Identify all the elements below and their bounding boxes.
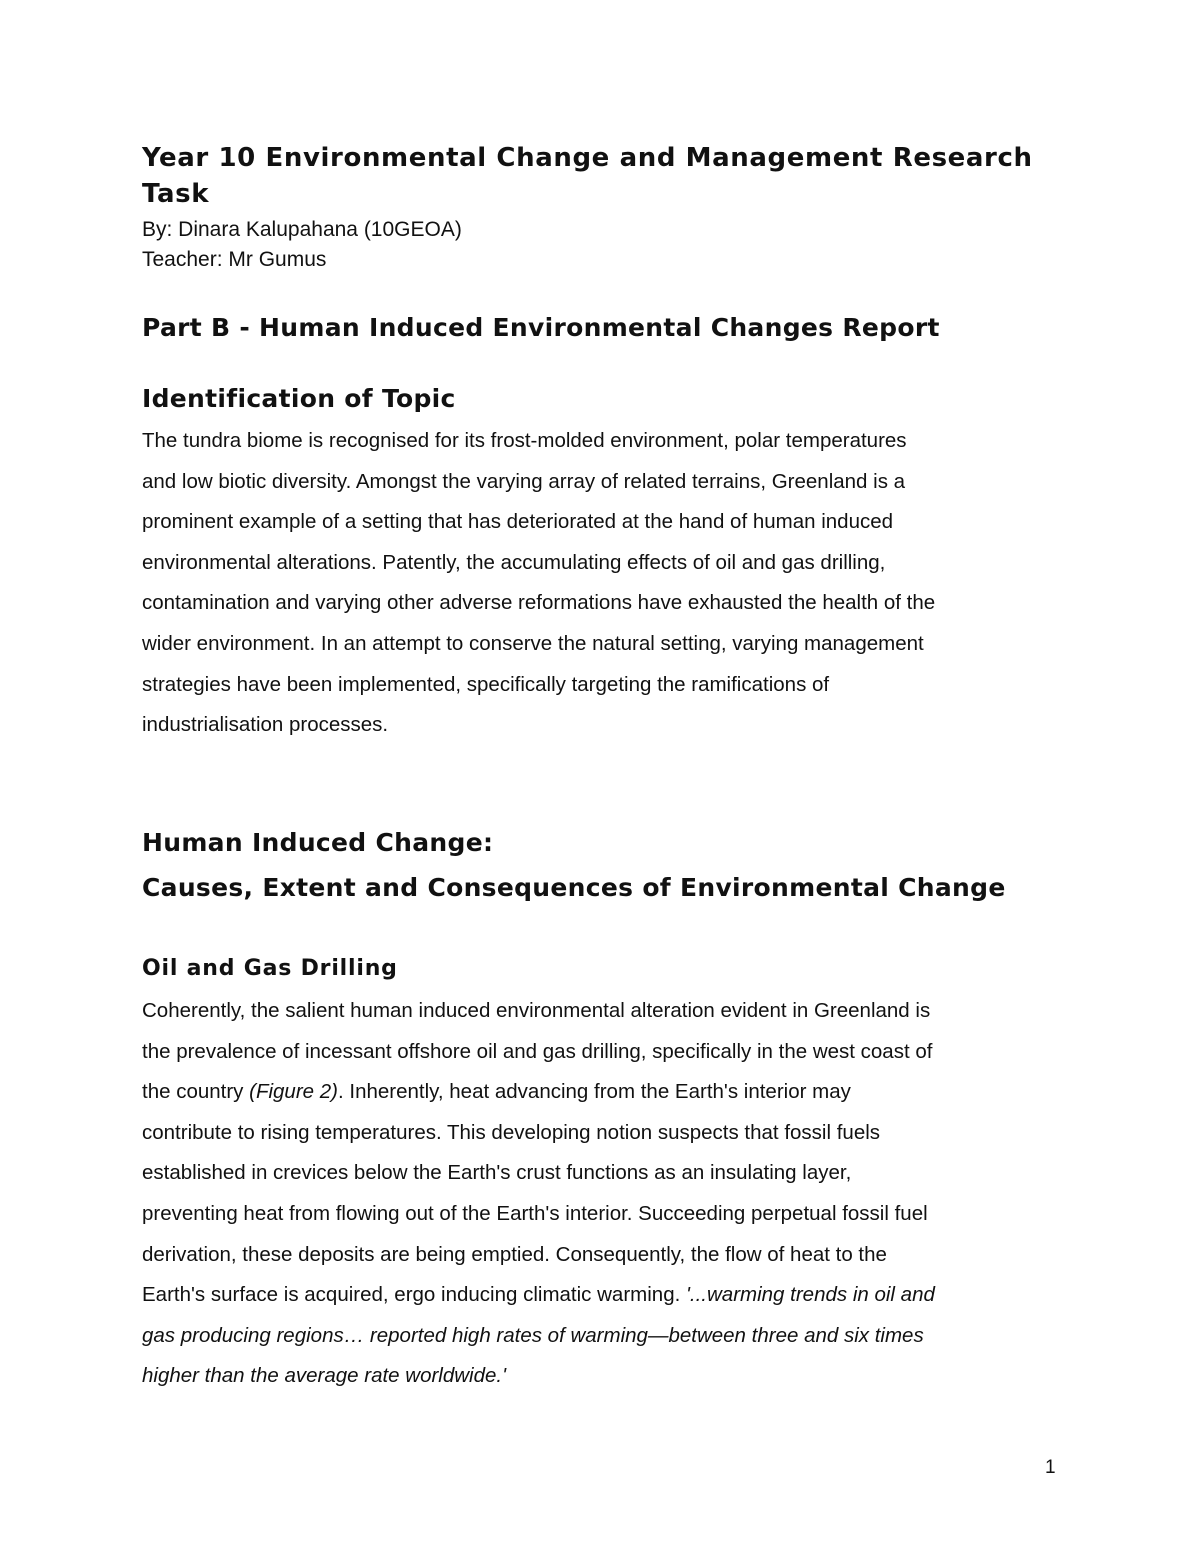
- causes-heading: Causes, Extent and Consequences of Environmental Change: [142, 873, 1006, 902]
- quotation-line: gas producing regions… reported high rates of warming—between three and six times: [142, 1323, 924, 1347]
- paragraph-line: derivation, these deposits are being emptied. Consequently, the flow of heat to the: [142, 1242, 887, 1266]
- paragraph-line: industrialisation processes.: [142, 713, 389, 737]
- paragraph-line: preventing heat from flowing out of the Earth's interior. Succeeding perpetual fossil fuel: [142, 1201, 928, 1225]
- paragraph-line: contribute to rising temperatures. This developing notion suspects that fossil fuels: [142, 1120, 881, 1144]
- quotation: '...warming trends in oil and: [685, 1283, 935, 1307]
- paragraph-line: wider environment. In an attempt to conserve the natural setting, varying management: [142, 631, 924, 655]
- text-run: the country: [142, 1080, 250, 1104]
- page-number: 1: [1045, 1457, 1056, 1478]
- oil-gas-heading: Oil and Gas Drilling: [142, 956, 398, 981]
- text-run: . Inherently, heat advancing from the Earth's interior may: [337, 1080, 851, 1104]
- paragraph-line: [142, 1072, 1062, 1113]
- text-run: Earth's surface is acquired, ergo inducing climatic warming.: [142, 1283, 686, 1307]
- figure-reference: (Figure 2): [249, 1080, 338, 1104]
- paragraph-line: [142, 1275, 1062, 1316]
- paragraph-line: prominent example of a setting that has deteriorated at the hand of human induced: [142, 510, 894, 534]
- author-line: By: Dinara Kalupahana (10GEOA): [142, 218, 462, 241]
- paragraph-line: The tundra biome is recognised for its frost-molded environment, polar temperatures: [142, 429, 907, 452]
- document-title: Year 10 Environmental Change and Management Research Task: [142, 143, 1033, 209]
- teacher-line: Teacher: Mr Gumus: [142, 248, 327, 271]
- paragraph-line: strategies have been implemented, specifically targeting the ramifications of: [142, 672, 830, 696]
- paragraph-line: established in crevices below the Earth's crust functions as an insulating layer,: [142, 1161, 852, 1185]
- paragraph-line: Coherently, the salient human induced environmental alteration evident in Greenland is: [142, 999, 931, 1022]
- paragraph-line: and low biotic diversity. Amongst the varying array of related terrains, Greenland is a: [142, 469, 906, 493]
- oil-gas-paragraph: [142, 991, 1062, 1397]
- human-change-heading: Human Induced Change:: [142, 828, 494, 857]
- paragraph-line: the prevalence of incessant offshore oil and gas drilling, specifically in the west coast of: [142, 1039, 933, 1063]
- paragraph-line: contamination and varying other adverse reformations have exhausted the health of the: [142, 591, 936, 615]
- identification-paragraph: [142, 421, 1062, 746]
- paragraph-line: environmental alterations. Patently, the accumulating effects of oil and gas drilling,: [142, 550, 886, 574]
- section-heading-identification: Identification of Topic: [142, 384, 456, 413]
- quotation-line: higher than the average rate worldwide.': [142, 1364, 507, 1388]
- part-heading: Part B - Human Induced Environmental Changes Report: [142, 313, 940, 342]
